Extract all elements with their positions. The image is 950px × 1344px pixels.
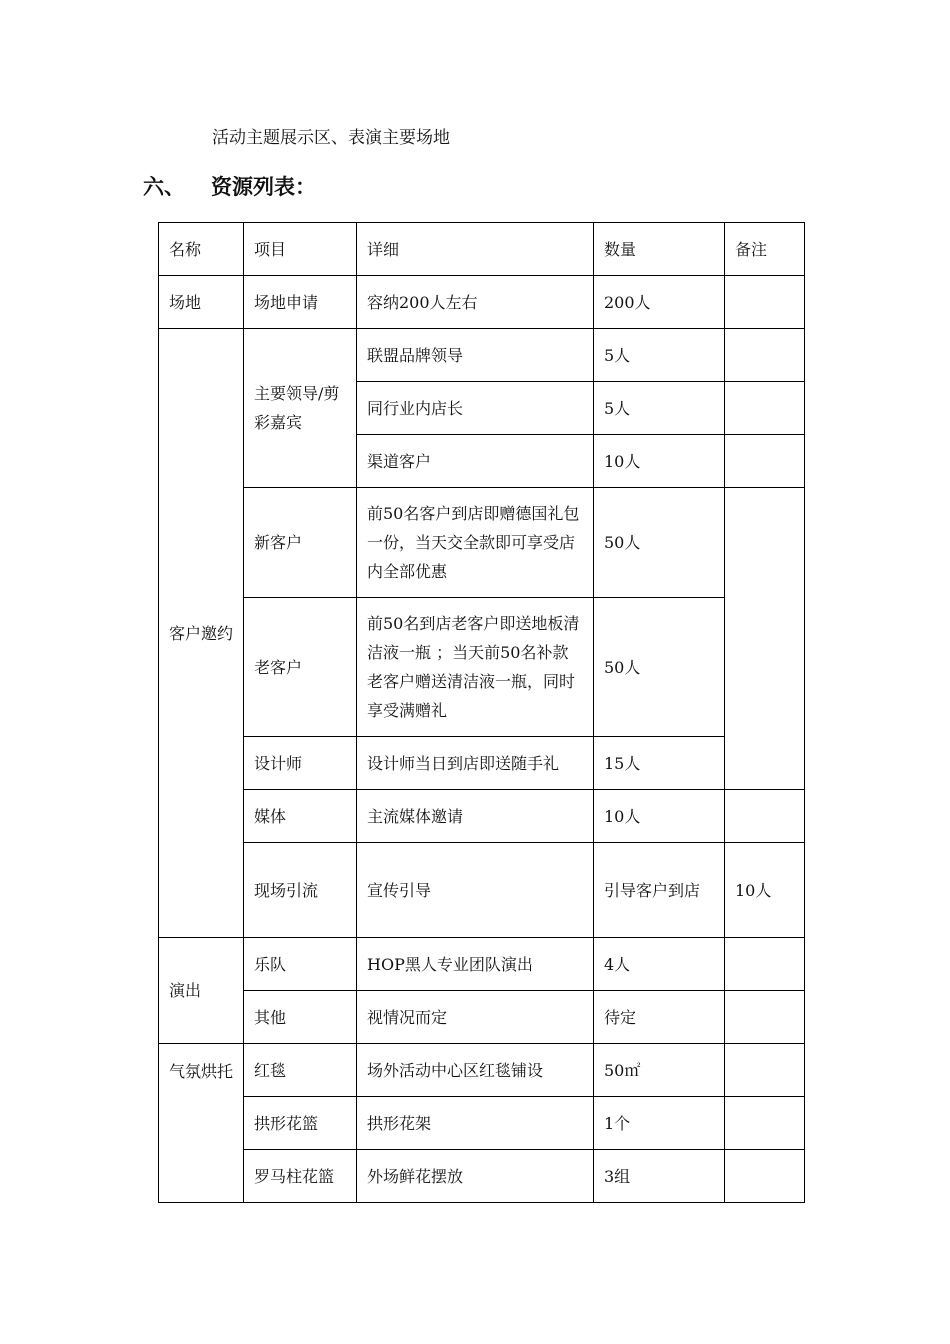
table-row [159, 329, 805, 382]
qty-cell: 10人 [594, 790, 725, 843]
table-row [159, 1044, 805, 1097]
note-cell [725, 1097, 805, 1150]
table-row [159, 938, 805, 991]
note-cell [725, 938, 805, 991]
name-cell: 气氛烘托 [159, 1044, 244, 1203]
detail-cell: 联盟品牌领导 [357, 329, 594, 382]
item-cell: 宣传引导 [357, 843, 594, 938]
qty-cell: 50人 [594, 488, 725, 598]
table-header-row [159, 223, 805, 276]
note-cell [725, 382, 805, 435]
detail-cell: 同行业内店长 [357, 382, 594, 435]
table-row [159, 737, 805, 790]
qty-cell: 200人 [594, 276, 725, 329]
detail-cell: 视情况而定 [357, 991, 594, 1044]
table-row [159, 1097, 805, 1150]
qty-cell: 10人 [725, 843, 805, 938]
table-row [159, 488, 805, 598]
item-cell: 乐队 [244, 938, 357, 991]
table-row [159, 991, 805, 1044]
note-cell [725, 488, 805, 790]
detail-cell: 拱形花架 [357, 1097, 594, 1150]
table-row [159, 1150, 805, 1203]
note-cell [725, 435, 805, 488]
table-row [159, 276, 805, 329]
name-cell: 场地 [159, 276, 244, 329]
qty-cell: 50人 [594, 598, 725, 737]
qty-cell: 15人 [594, 737, 725, 790]
qty-cell: 待定 [594, 991, 725, 1044]
name-cell: 现场引流 [244, 843, 357, 938]
intro-line: 活动主题展示区、表演主要场地 [212, 128, 450, 148]
note-cell [725, 991, 805, 1044]
header-cell: 名称 [159, 223, 244, 276]
qty-cell: 5人 [594, 329, 725, 382]
resource-table [158, 222, 805, 1203]
section-heading [143, 174, 316, 200]
detail-cell: 渠道客户 [357, 435, 594, 488]
qty-cell: 3组 [594, 1150, 725, 1203]
qty-cell: 4人 [594, 938, 725, 991]
table-row [159, 843, 805, 938]
detail-cell: HOP黑人专业团队演出 [357, 938, 594, 991]
detail-cell: 前50名到店老客户即送地板清洁液一瓶 ；当天前50名补款老客户赠送清洁液一瓶，同时享受满赠礼 [357, 598, 594, 737]
detail-cell: 引导客户到店 [594, 843, 725, 938]
section-number: 六、 [143, 175, 185, 199]
item-cell: 新客户 [244, 488, 357, 598]
note-cell [725, 329, 805, 382]
item-cell: 拱形花篮 [244, 1097, 357, 1150]
header-cell: 详细 [357, 223, 594, 276]
note-cell [725, 790, 805, 843]
item-cell: 老客户 [244, 598, 357, 737]
header-cell: 备注 [725, 223, 805, 276]
table-row [159, 790, 805, 843]
item-cell: 设计师 [244, 737, 357, 790]
note-cell [725, 1044, 805, 1097]
detail-cell: 前50名客户到店即赠德国礼包一份，当天交全款即可享受店内全部优惠 [357, 488, 594, 598]
header-cell: 项目 [244, 223, 357, 276]
detail-cell: 外场鲜花摆放 [357, 1150, 594, 1203]
note-cell [725, 276, 805, 329]
item-cell: 媒体 [244, 790, 357, 843]
note-cell [725, 1150, 805, 1203]
item-cell: 主要领导/剪彩嘉宾 [244, 329, 357, 488]
qty-cell: 5人 [594, 382, 725, 435]
qty-cell: 50㎡ [594, 1044, 725, 1097]
name-cell: 客户邀约 [159, 329, 244, 938]
detail-cell: 容纳200人左右 [357, 276, 594, 329]
header-cell: 数量 [594, 223, 725, 276]
item-cell: 红毯 [244, 1044, 357, 1097]
item-cell: 场地申请 [244, 276, 357, 329]
item-cell: 其他 [244, 991, 357, 1044]
qty-cell: 10人 [594, 435, 725, 488]
item-cell: 罗马柱花篮 [244, 1150, 357, 1203]
detail-cell: 场外活动中心区红毯铺设 [357, 1044, 594, 1097]
table-row [159, 598, 805, 737]
qty-cell: 1个 [594, 1097, 725, 1150]
name-cell: 演出 [159, 938, 244, 1044]
detail-cell: 主流媒体邀请 [357, 790, 594, 843]
section-title: 资源列表： [211, 175, 316, 199]
detail-cell: 设计师当日到店即送随手礼 [357, 737, 594, 790]
